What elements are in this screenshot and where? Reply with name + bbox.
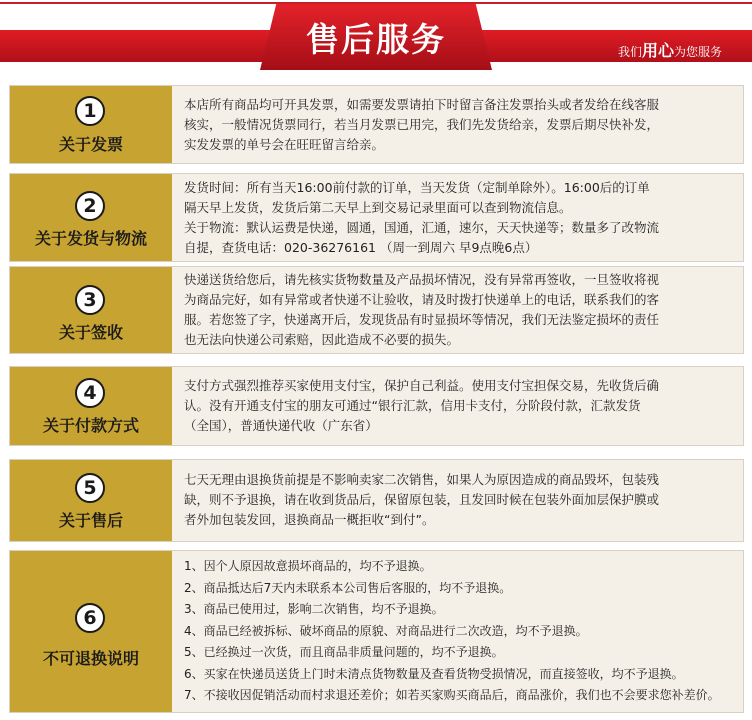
section-label xyxy=(10,551,172,712)
section-label xyxy=(10,267,172,353)
content-line: 3、商品已使用过，影响二次销售，均不予退换。 xyxy=(184,602,444,616)
content-line: 发货时间：所有当天16:00前付款的订单，当天发货（定制单除外）。16:00后的订单 xyxy=(184,180,650,195)
content-line: 缺，则不予退换，请在收到货品后，保留原包装，且发回时候在包装外面加层保护膜或 xyxy=(184,492,660,507)
section-invoice xyxy=(9,85,744,164)
section-content xyxy=(184,376,735,436)
content-line: 隔天早上发货，发货后第二天早上到交易记录里面可以查到物流信息。 xyxy=(184,200,572,215)
content-line: 支付方式强烈推荐买家使用支付宝，保护自己利益。使用支付宝担保交易，先收货后确 xyxy=(184,378,660,393)
section-signing xyxy=(9,266,744,354)
section-number-badge: 1 xyxy=(75,96,105,126)
section-after-sales xyxy=(9,459,744,542)
section-content xyxy=(184,178,735,258)
section-label xyxy=(10,174,172,261)
content-line: 服。若您签了字，快递离开后，发现货品有时显损坏等情况，我们无法鉴定损坏的责任 xyxy=(184,312,660,327)
section-number-badge: 6 xyxy=(75,603,105,633)
section-label xyxy=(10,86,172,163)
slogan-highlight: 用心 xyxy=(641,41,674,60)
section-label xyxy=(10,367,172,445)
section-number-badge: 4 xyxy=(75,378,105,408)
content-line: 实发发票的单号会在旺旺留言给亲。 xyxy=(184,137,385,152)
content-line: 4、商品已经被拆标、破坏商品的原貌、对商品进行二次改造，均不予退换。 xyxy=(184,623,588,638)
content-line: 本店所有商品均可开具发票，如需要发票请拍下时留言备注发票抬头或者发给在线客服 xyxy=(184,97,660,112)
section-label xyxy=(10,460,172,541)
content-line: 快递送货给您后，请先核实货物数量及产品损坏情况，没有异常再签收，一旦签收将视 xyxy=(184,272,660,287)
content-line: 也无法向快递公司索赔，因此造成不必要的损失。 xyxy=(184,332,460,347)
header-slogan xyxy=(618,38,722,61)
header xyxy=(0,0,752,78)
page-title: 售后服务 xyxy=(306,20,446,59)
header-top-line xyxy=(0,2,752,4)
section-content xyxy=(184,556,735,707)
section-content xyxy=(184,95,735,155)
section-number-badge: 2 xyxy=(75,191,105,221)
content-line: 者外加包装发回，退换商品一概拒收“到付”。 xyxy=(184,512,435,527)
content-line: 1、因个人原因故意损坏商品的，均不予退换。 xyxy=(184,559,432,573)
content-line: 自提，查货电话：020-36276161 （周一到周六 早9点晚6点） xyxy=(184,240,538,255)
section-content xyxy=(184,470,735,530)
slogan-prefix: 我们 xyxy=(617,45,642,59)
content-line: 为商品完好，如有异常或者快递不让验收，请及时拨打快递单上的电话，联系我们的客 xyxy=(184,292,660,307)
section-title: 关于签收 xyxy=(58,323,123,342)
section-number-badge: 3 xyxy=(75,285,105,315)
content-line: 5、已经换过一次货，而且商品非质量问题的，均不予退换。 xyxy=(184,645,504,659)
content-line: （全国），普通快递代收（广东省） xyxy=(184,418,378,433)
section-number-badge: 5 xyxy=(75,473,105,503)
content-line: 6、买家在快递员送货上门时未清点货物数量及查看货物受损情况，而直接签收，均不予退换。 xyxy=(184,666,684,681)
content-line: 七天无理由退换货前提是不影响卖家二次销售，如果人为原因造成的商品毁坏，包装残 xyxy=(184,472,660,487)
content-line: 核实，一般情况货票同行，若当月发票已用完，我们先发货给亲，发票后期尽快补发， xyxy=(184,117,660,132)
section-title: 不可退换说明 xyxy=(42,649,139,668)
section-title: 关于售后 xyxy=(58,511,123,530)
content-line: 7、不接收因促销活动而村求退还差价；如若买家购买商品后，商品涨价，我们也不会要求您补差价。 xyxy=(184,688,720,702)
slogan-suffix: 为您服务 xyxy=(673,45,722,59)
section-non-returnable xyxy=(9,550,744,713)
section-shipping xyxy=(9,173,744,262)
content-line: 认。没有开通支付宝的朋友可通过“银行汇款，信用卡支付，分阶段付款，汇款发货 xyxy=(184,398,641,413)
section-title: 关于发货与物流 xyxy=(34,229,147,248)
content-line: 关于物流：默认运费是快递，圆通，国通，汇通，速尔，天天快递等；数量多了改物流 xyxy=(184,220,660,235)
section-title: 关于发票 xyxy=(58,135,123,154)
section-title: 关于付款方式 xyxy=(42,416,139,435)
content-line: 2、商品抵达后7天内未联系本公司售后客服的，均不予退换。 xyxy=(184,580,512,595)
section-payment xyxy=(9,366,744,446)
section-content xyxy=(184,270,735,350)
